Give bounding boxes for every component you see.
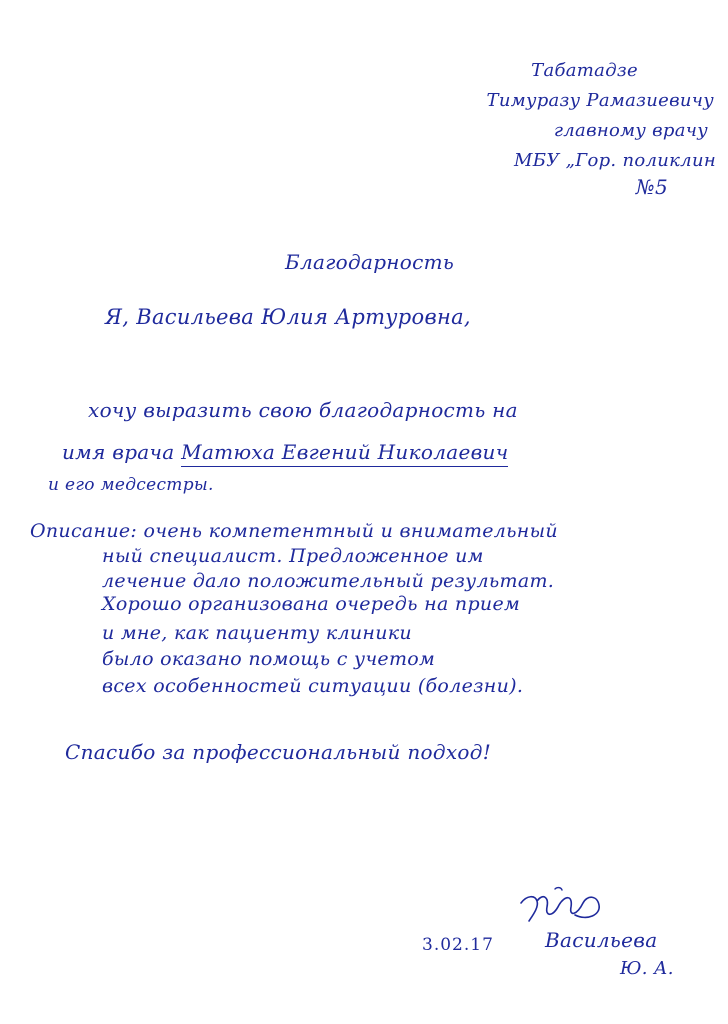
- recipient-organization-number: №5: [635, 175, 668, 199]
- signature-date: 3.02.17: [422, 935, 494, 955]
- description-line-5: и мне, как пациенту клиники: [102, 622, 412, 644]
- gratitude-line-2: [62, 440, 508, 467]
- signature-surname: Васильева: [545, 928, 658, 952]
- recipient-surname: Табатадзе: [531, 60, 638, 81]
- description-line-1: Описание: очень компетентный и внимательный: [30, 520, 558, 542]
- description-line-2: ный специалист. Предложенное им: [102, 545, 484, 567]
- recipient-name: Тимуразу Рамазиевичу: [486, 90, 714, 111]
- description-line-6: было оказано помощь с учетом: [102, 648, 436, 670]
- recipient-organization: МБУ „Гор. поликлин: [514, 150, 716, 171]
- doctor-name: Матюха Евгений Николаевич: [181, 440, 508, 467]
- handwritten-signature-mark: [515, 885, 607, 933]
- gratitude-line-1: хочу выразить свою благодарность на: [88, 398, 518, 422]
- gratitude-prefix: имя врача: [62, 440, 175, 464]
- gratitude-line-3: и его медсестры.: [48, 475, 214, 495]
- signature-initials: Ю. А.: [620, 958, 674, 979]
- letter-title: Благодарность: [285, 250, 455, 274]
- description-line-3: лечение дало положительный результат.: [102, 570, 555, 592]
- recipient-position: главному врачу: [553, 120, 708, 141]
- description-line-7: всех особенностей ситуации (болезни).: [102, 675, 524, 697]
- description-line-4: Хорошо организована очередь на прием: [102, 593, 521, 615]
- author-intro: Я, Васильева Юлия Артуровна,: [105, 305, 471, 329]
- thanks-line: Спасибо за профессиональный подход!: [65, 740, 492, 764]
